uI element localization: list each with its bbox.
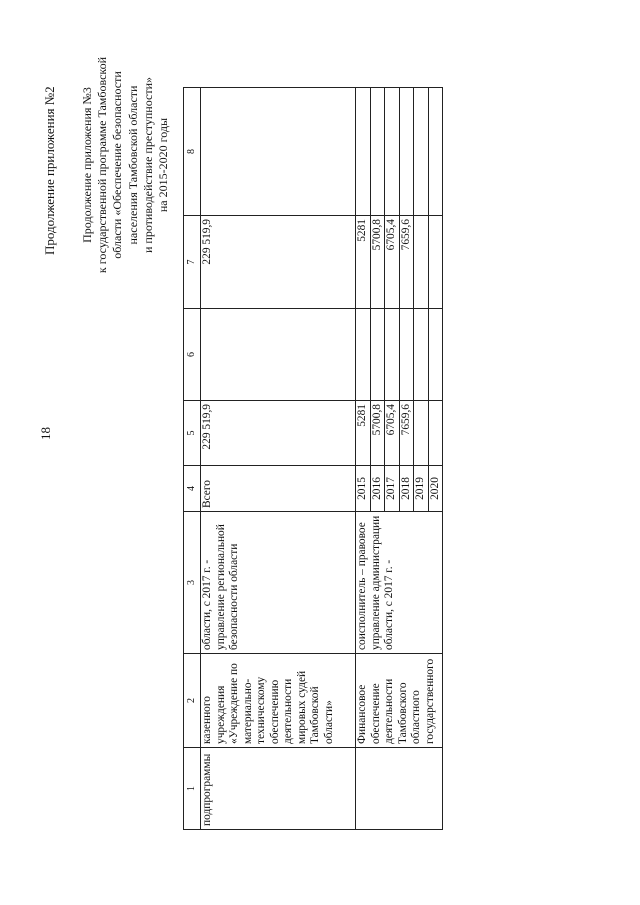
- cell-value: 7659,6: [399, 216, 414, 309]
- cell-empty: [356, 88, 371, 216]
- continuation-heading: Продолжение приложения №2: [42, 86, 57, 255]
- cell-value: 5700,8: [370, 216, 385, 309]
- cell-empty: [201, 309, 356, 401]
- cell-value: 5281: [356, 216, 371, 309]
- cell-empty: [356, 748, 443, 830]
- cell-value: 5700,8: [370, 401, 385, 466]
- cell-year: 2020: [428, 466, 443, 512]
- cell-total-regional: 229 519,9: [201, 216, 356, 309]
- cell-subprogram: подпрограммы: [201, 748, 356, 830]
- cell-year: 2017: [385, 466, 400, 512]
- cell-empty: [370, 309, 385, 401]
- cell-empty: [414, 309, 429, 401]
- caption-line: области «Обеспечение безопасности: [110, 71, 125, 259]
- cell-value: 6705,4: [385, 401, 400, 466]
- cell-value: [428, 401, 443, 466]
- caption-line: населения Тамбовской области: [125, 85, 140, 245]
- cell-empty: [385, 309, 400, 401]
- cell-empty: [399, 309, 414, 401]
- cell-empty: [414, 88, 429, 216]
- appendix-caption: [80, 45, 171, 285]
- caption-line: к государственной программе Тамбовской: [95, 56, 110, 274]
- header-row: [184, 88, 201, 830]
- cell-empty: [399, 88, 414, 216]
- cell-empty: [356, 309, 371, 401]
- cell-value: 5281: [356, 401, 371, 466]
- cell-empty: [428, 309, 443, 401]
- col-header: 4: [184, 466, 201, 512]
- cell-year: 2015: [356, 466, 371, 512]
- cell-year: 2016: [370, 466, 385, 512]
- table-row: [201, 88, 356, 830]
- cell-value: [428, 216, 443, 309]
- cell-year: 2018: [399, 466, 414, 512]
- col-header: 1: [184, 748, 201, 830]
- program-table: [183, 87, 443, 830]
- caption-line: и противодействие преступности»: [140, 76, 155, 254]
- table-row: [356, 88, 371, 830]
- cell-value: [414, 401, 429, 466]
- cell-year: 2019: [414, 466, 429, 512]
- col-header: 6: [184, 309, 201, 401]
- col-header: 5: [184, 401, 201, 466]
- page-number: 18: [38, 427, 53, 440]
- cell-empty: [370, 88, 385, 216]
- cell-description: казенного учреждения «Учреждение по материально-техническому обеспечению деятельности мировых судей Тамбовской области»: [201, 654, 356, 748]
- cell-value: 6705,4: [385, 216, 400, 309]
- col-header: 7: [184, 216, 201, 309]
- col-header: 2: [184, 654, 201, 748]
- cell-description: Финансовое обеспечение деятельности Тамбовского областного государственного: [356, 654, 443, 748]
- cell-value: [414, 216, 429, 309]
- cell-executor: области, с 2017 г. - управление региональной безопасности области: [201, 512, 356, 654]
- cell-empty: [385, 88, 400, 216]
- cell-value: 7659,6: [399, 401, 414, 466]
- col-header: 3: [184, 512, 201, 654]
- caption-line: Продолжение приложения №3: [80, 87, 94, 243]
- col-header: 8: [184, 88, 201, 216]
- cell-period: Всего: [201, 466, 356, 512]
- cell-total: 229 519,9: [201, 401, 356, 466]
- caption-line: на 2015-2020 годы: [156, 117, 171, 213]
- cell-empty: [428, 88, 443, 216]
- cell-executor: соисполнитель – правовое управление администрации области, с 2017 г. -: [356, 512, 443, 654]
- cell-empty: [201, 88, 356, 216]
